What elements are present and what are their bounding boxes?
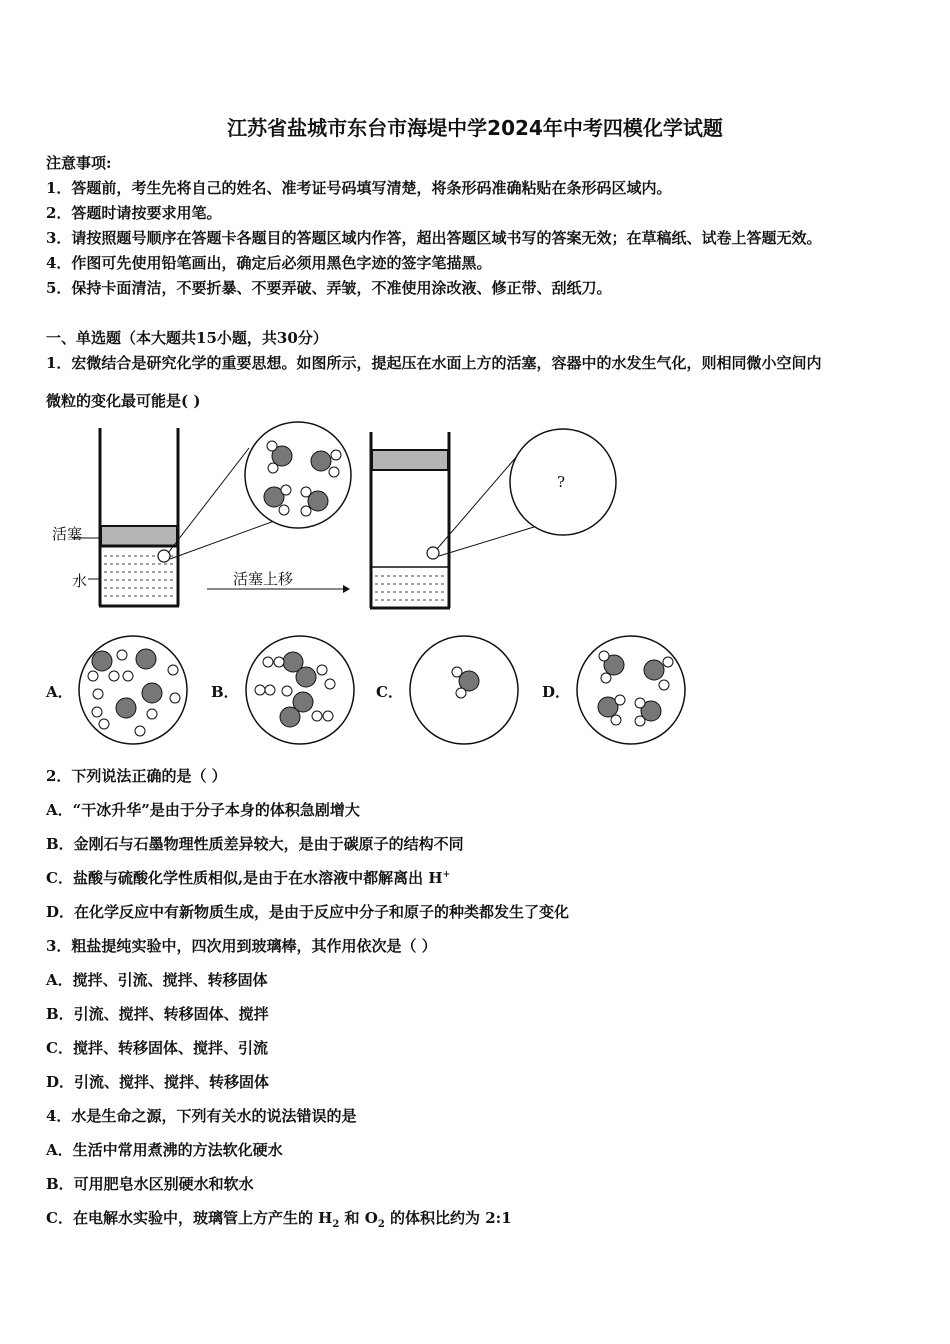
q2-option-c-sup: +: [442, 870, 451, 880]
q4-option-a: A．生活中常用煮沸的方法软化硬水: [46, 1141, 283, 1159]
right-piston: [372, 450, 448, 470]
q4-option-b: B．可用肥皂水区别硬水和软水: [46, 1175, 254, 1193]
q2-option-b: B．金刚石与石墨物理性质差异较大，是由于碳原子的结构不同: [46, 835, 464, 853]
q3-option-d: D．引流、搅拌、搅拌、转移固体: [46, 1073, 270, 1091]
label-arrow: 活塞上移: [233, 570, 294, 588]
q2-option-c: [46, 867, 450, 888]
option-a-circle: [79, 636, 187, 744]
q4-stem: 4．水是生命之源，下列有关水的说法错误的是: [46, 1107, 357, 1125]
option-c-label: C．: [376, 683, 403, 701]
q4-option-c-text: C．在电解水实验中，玻璃管上方产生的 H: [46, 1209, 333, 1227]
notice-item-4: 4．作图可先使用铅笔画出，确定后必须用黑色字迹的签字笔描黑。: [46, 254, 492, 272]
option-d-label: D．: [542, 683, 571, 701]
option-b-circle: [246, 636, 354, 744]
q2-option-d: D．在化学反应中有新物质生成，是由于反应中分子和原子的种类都发生了变化: [46, 903, 570, 921]
q4-h2-subscript: 2: [332, 1219, 340, 1230]
notice-item-1: 1．答题前，考生先将自己的姓名、准考证号码填写清楚，将条形码准确粘贴在条形码区域内。: [46, 179, 672, 197]
q2-stem: 2．下列说法正确的是（ ）: [46, 767, 227, 785]
right-container: [370, 432, 450, 608]
label-water: 水: [72, 572, 88, 590]
q1-stem-line2: 微粒的变化最可能是( ): [46, 392, 201, 410]
option-a-label: A．: [46, 683, 73, 701]
q1-stem-line1: 1．宏微结合是研究化学的重要思想。如图所示，提起压在水面上方的活塞，容器中的水发生气化，则相同微小空间内: [46, 354, 822, 372]
q3-option-a: A．搅拌、引流、搅拌、转移固体: [46, 971, 268, 989]
section-heading: 一、单选题（本大题共15小题，共30分）: [46, 329, 328, 347]
q3-option-b: B．引流、搅拌、转移固体、搅拌: [46, 1005, 269, 1023]
page-title: 江苏省盐城市东台市海堤中学2024年中考四模化学试题: [227, 116, 723, 140]
label-question: ?: [557, 473, 566, 491]
left-container: [72, 428, 179, 606]
q4-option-c: [46, 1207, 512, 1230]
option-b-label: B．: [211, 683, 239, 701]
q2-option-a: A．“干冰升华”是由于分子本身的体积急剧增大: [46, 801, 360, 819]
notice-item-3: 3．请按照题号顺序在答题卡各题目的答题区域内作答，超出答题区域书写的答案无效；在草稿纸、试卷上答题无效。: [46, 229, 822, 247]
option-c-circle: [410, 636, 518, 744]
notice-item-5: 5．保持卡面清洁，不要折暴、不要弄破、弄皱，不准使用涂改液、修正带、刮纸刀。: [46, 279, 612, 297]
left-piston: [101, 526, 177, 546]
q4-option-c-post: 的体积比约为 2:1: [384, 1209, 512, 1227]
q4-option-c-mid: 和 O: [339, 1209, 378, 1227]
notice-item-2: 2．答题时请按要求用笔。: [46, 204, 222, 222]
q4-o2-subscript: 2: [377, 1219, 385, 1230]
label-piston: 活塞: [52, 525, 83, 543]
q3-option-c: C．搅拌、转移固体、搅拌、引流: [46, 1039, 268, 1057]
q3-stem: 3．粗盐提纯实验中，四次用到玻璃棒，其作用依次是（ ）: [46, 937, 437, 955]
option-d-circle: [577, 636, 685, 744]
q2-option-c-text: C．盐酸与硫酸化学性质相似,是由于在水溶液中都解离出 H: [46, 869, 443, 887]
left-zoom-circle: [245, 422, 351, 528]
notice-heading: 注意事项:: [46, 154, 112, 172]
